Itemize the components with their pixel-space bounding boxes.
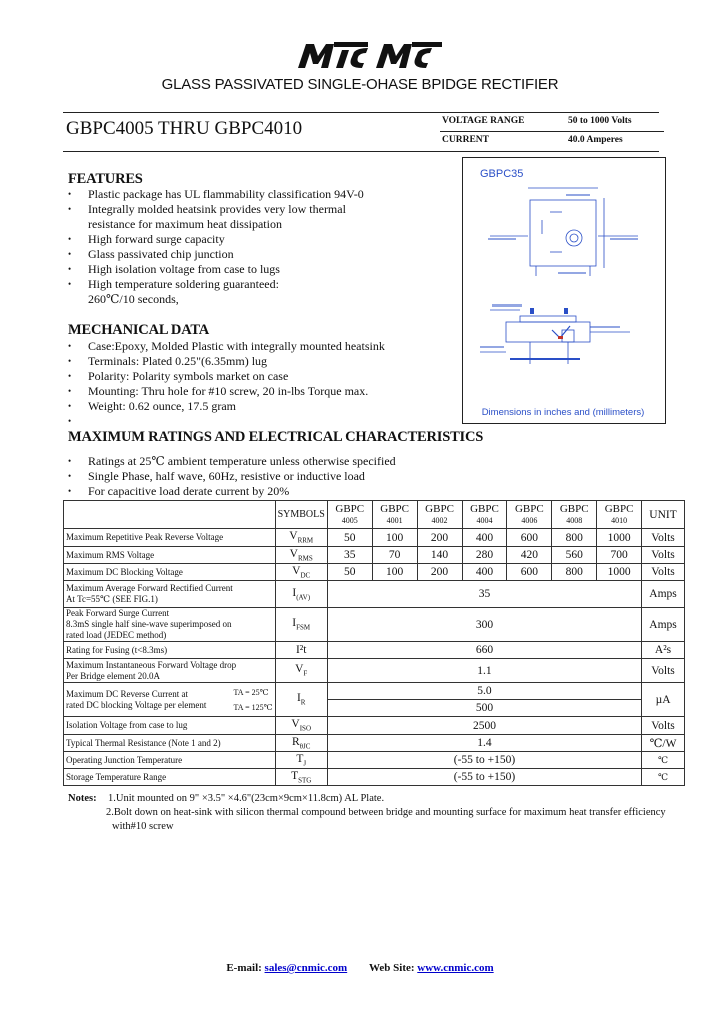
divider xyxy=(63,151,659,152)
list-item: • Ratings at 25℃ ambient temperature unless otherwise specified xyxy=(68,454,396,469)
current-value: 40.0 Amperes xyxy=(568,135,623,145)
list-item: • Glass passivated chip junction xyxy=(68,247,364,262)
model-header: GBPC 4005 xyxy=(327,501,372,529)
divider xyxy=(440,131,664,132)
model-header: GBPC 4001 xyxy=(372,501,417,529)
model-header: GBPC 4002 xyxy=(417,501,462,529)
list-item: • High forward surge capacity xyxy=(68,232,364,247)
list-item: 260℃/10 seconds, xyxy=(88,292,179,306)
model-header: GBPC 4004 xyxy=(462,501,507,529)
ratings-table xyxy=(63,500,685,786)
list-item: • Mounting: Thru hole for #10 screw, 20 in-lbs Torque max. xyxy=(68,384,385,399)
notes-block xyxy=(68,792,666,834)
package-outline-drawing xyxy=(470,180,660,402)
note-2: 2.Bolt down on heat-sink with silicon thermal compound between bridge and mounting surface for maximum heat transfer efficiency xyxy=(106,807,666,818)
dimension-caption: Dimensions in inches and (millimeters) xyxy=(481,407,645,418)
list-item: • Integrally molded heatsink provides very low thermal xyxy=(68,202,364,217)
website-label: Web Site: xyxy=(369,962,415,974)
footer xyxy=(0,962,720,974)
mic-logo xyxy=(296,40,446,70)
list-item: resistance for maximum heat dissipation xyxy=(88,217,282,231)
current-label: CURRENT xyxy=(442,135,489,145)
email-label: E-mail: xyxy=(226,962,262,974)
symbols-header: SYMBOLS xyxy=(275,501,327,529)
list-item: • Terminals: Plated 0.25"(6.35mm) lug xyxy=(68,354,385,369)
features-heading: FEATURES xyxy=(68,171,143,187)
table-row: Maximum Instantaneous Forward Voltage drop Per Bridge element 20.0A $V_F$ 1.1 Volts xyxy=(64,659,685,683)
table-row: Maximum Average Forward Rectified Current At Tc=55℃ (SEE FIG.1) $I_{(AV)}$ 35 Amps xyxy=(64,581,685,608)
website-link[interactable]: www.cnmic.com xyxy=(417,962,494,974)
list-item: • Plastic package has UL flammability classification 94V-0 xyxy=(68,187,364,202)
table-row: Operating Junction Temperature $T_J$ (-55 to +150) ℃ xyxy=(64,752,685,769)
unit-header: UNIT xyxy=(642,501,685,529)
note-1: 1.Unit mounted on 9" ×3.5" ×4.6"(23cm×9cm×11.8cm) AL Plate. xyxy=(108,793,385,804)
package-label: GBPC35 xyxy=(480,168,524,180)
table-row: Maximum RMS Voltage $V_{RMS}$ 35 70 140 280 420 560 700 Volts xyxy=(64,547,685,564)
email-link[interactable]: sales@cnmic.com xyxy=(264,962,348,974)
table-row: Maximum DC Reverse Current at rated DC blocking Voltage per element TA = 25℃ TA = 125℃ $I_R$ 5.0 µA xyxy=(64,683,685,700)
list-item: • Single Phase, half wave, 60Hz, resistive or inductive load xyxy=(68,469,396,484)
table-row: Typical Thermal Resistance (Note 1 and 2) $R_{\theta JC}$ 1.4 ℃/W xyxy=(64,735,685,752)
blank-header-cell xyxy=(64,501,276,529)
conditions-list xyxy=(68,454,396,499)
part-number-range: GBPC4005 THRU GBPC4010 xyxy=(66,118,303,139)
divider xyxy=(63,112,659,113)
mechanical-heading: MECHANICAL DATA xyxy=(68,322,210,338)
voltage-range-value: 50 to 1000 Volts xyxy=(568,116,632,126)
list-item: • High temperature soldering guaranteed: xyxy=(68,277,364,292)
table-header-row xyxy=(64,501,685,529)
list-item: • Weight: 0.62 ounce, 17.5 gram xyxy=(68,399,385,414)
list-item: • Case:Epoxy, Molded Plastic with integrally mounted heatsink xyxy=(68,339,385,354)
ratings-heading: MAXIMUM RATINGS AND ELECTRICAL CHARACTERISTICS xyxy=(68,429,484,445)
table-row: Maximum DC Blocking Voltage $V_{DC}$ 50 100 200 400 600 800 1000 Volts xyxy=(64,564,685,581)
model-header: GBPC 4008 xyxy=(552,501,597,529)
model-header: GBPC 4006 xyxy=(507,501,552,529)
mechanical-list xyxy=(68,339,385,414)
features-list xyxy=(68,187,364,307)
model-header: GBPC 4010 xyxy=(597,501,642,529)
note-2-continued: with#10 screw xyxy=(112,821,174,832)
notes-title: Notes: xyxy=(68,793,97,804)
list-item: • Polarity: Polarity symbols market on case xyxy=(68,369,385,384)
list-item: • For capacitive load derate current by 20% xyxy=(68,484,396,499)
table-row: Maximum Repetitive Peak Reverse Voltage $V_{RRM}$ 50 100 200 400 600 800 1000 Volts xyxy=(64,529,685,547)
document-subtitle: GLASS PASSIVATED SINGLE-OHASE BPIDGE RECTIFIER xyxy=(161,76,559,93)
table-row: 500 xyxy=(64,700,685,717)
table-row: Rating for Fusing (t<8.3ms) I²t 660 A²s xyxy=(64,642,685,659)
table-row: Isolation Voltage from case to lug $V_{ISO}$ 2500 Volts xyxy=(64,717,685,735)
table-row: Storage Temperature Range $T_{STG}$ (-55 to +150) ℃ xyxy=(64,769,685,786)
list-item: • High isolation voltage from case to lugs xyxy=(68,262,364,277)
table-row: Peak Forward Surge Current 8.3mS single half sine-wave superimposed on rated load (JEDEC method) $I_{FSM}$ 300 Amps xyxy=(64,608,685,642)
voltage-range-label: VOLTAGE RANGE xyxy=(442,116,525,126)
